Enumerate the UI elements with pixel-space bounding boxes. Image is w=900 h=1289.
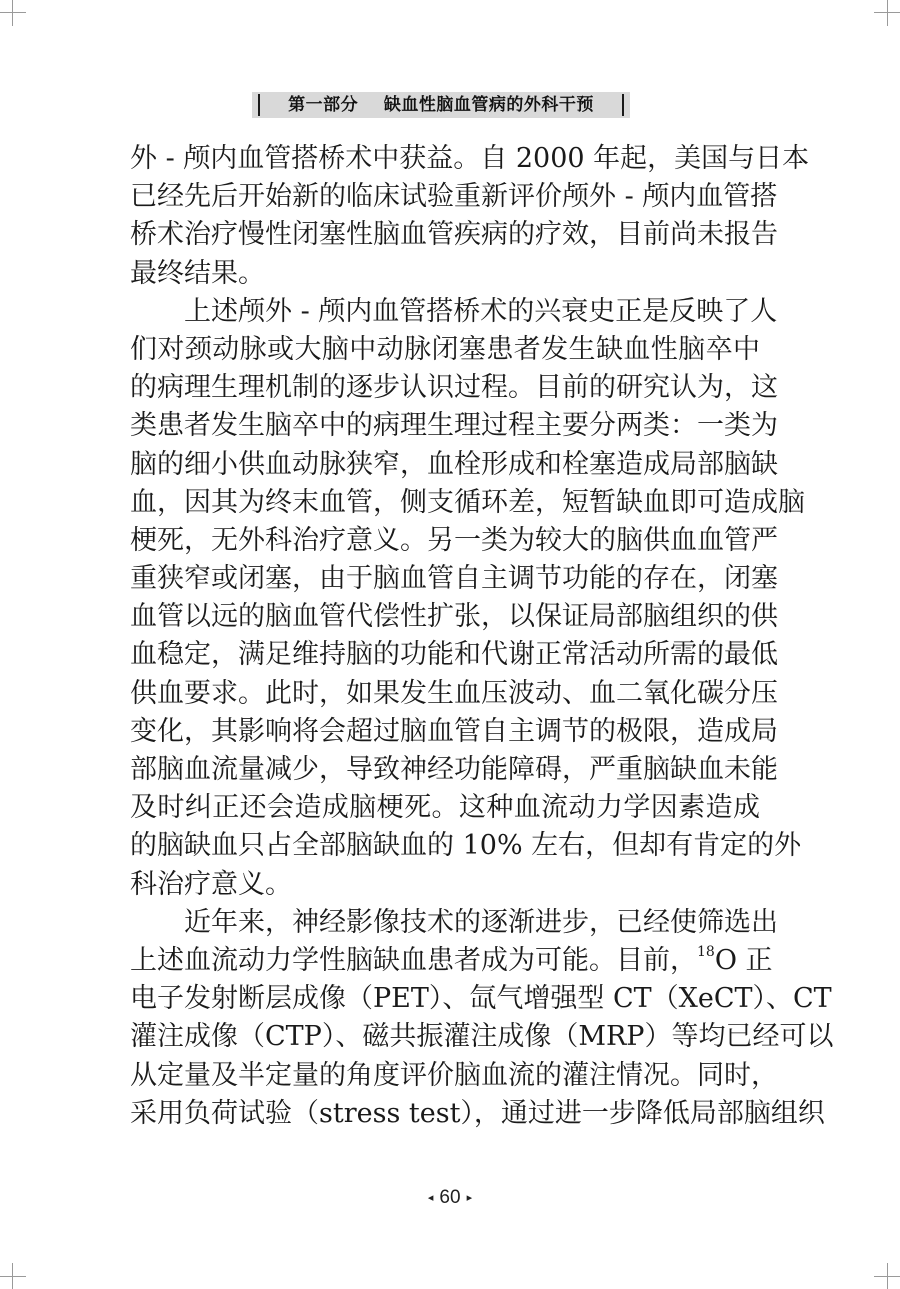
crop-mark-bottom-left-v xyxy=(12,1263,13,1289)
text-line: 血管以远的脑血管代偿性扩张，以保证局部脑组织的供 xyxy=(130,601,778,633)
page-footer xyxy=(0,1184,900,1212)
text-line: 脑的细小供血动脉狭窄，血栓形成和栓塞造成局部脑缺 xyxy=(130,448,778,480)
text-line: 供血要求。此时，如果发生血压波动、血二氧化碳分压 xyxy=(130,677,778,709)
text-line: 已经先后开始新的临床试验重新评价颅外 - 颅内血管搭 xyxy=(130,181,778,213)
running-header xyxy=(252,92,630,118)
left-arrow-icon: ◂ xyxy=(427,1192,434,1204)
crop-mark-bottom-left-h xyxy=(0,1276,26,1277)
header-title: 第一部分 缺血性脑血管病的外科干预 xyxy=(288,95,594,115)
text-line: 变化，其影响将会超过脑血管自主调节的极限，造成局 xyxy=(130,715,778,747)
text-line: 及时纠正还会造成脑梗死。这种血流动力学因素造成 xyxy=(130,792,760,824)
crop-mark-top-right-v xyxy=(887,0,888,26)
text-line: 外 - 颅内血管搭桥术中获益。自 2000 年起，美国与日本 xyxy=(130,143,810,174)
text-line: 重狭窄或闭塞，由于脑血管自主调节功能的存在，闭塞 xyxy=(130,563,778,595)
text-line: 的病理生理机制的逐步认识过程。目前的研究认为，这 xyxy=(130,372,778,404)
text-line: 血，因其为终末血管，侧支循环差，短暂缺血即可造成脑 xyxy=(130,486,805,518)
text-line: 的脑缺血只占全部脑缺血的 10% 左右，但却有肯定的外 xyxy=(130,830,802,862)
text-line: 近年来，神经影像技术的逐渐进步，已经使筛选出 xyxy=(184,906,778,938)
superscript: 18 xyxy=(697,943,715,960)
text-line: 从定量及半定量的角度评价脑血流的灌注情况。同时， xyxy=(130,1059,778,1091)
text-line-with-superscript xyxy=(130,942,773,980)
text-line: 上述颅外 - 颅内血管搭桥术的兴衰史正是反映了人 xyxy=(184,295,778,327)
text-line: 最终结果。 xyxy=(130,257,265,289)
text-line: 梗死，无外科治疗意义。另一类为较大的脑供血血管严 xyxy=(130,524,778,556)
text-segment: O 正 xyxy=(714,944,773,976)
crop-mark-top-left-v xyxy=(12,0,13,26)
text-line: 部脑血流量减少，导致神经功能障碍，严重脑缺血未能 xyxy=(130,754,778,785)
text-line: 桥术治疗慢性闭塞性脑血管疾病的疗效，目前尚未报告 xyxy=(130,219,778,251)
text-line: 们对颈动脉或大脑中动脉闭塞患者发生缺血性脑卒中 xyxy=(130,333,760,365)
text-line: 科治疗意义。 xyxy=(130,868,292,900)
text-line: 血稳定，满足维持脑的功能和代谢正常活动所需的最低 xyxy=(130,639,778,671)
text-line: 灌注成像（CTP）、磁共振灌注成像（MRP）等均已经可以 xyxy=(130,1021,834,1053)
header-right-rule xyxy=(622,94,624,116)
crop-mark-bottom-right-v xyxy=(887,1263,888,1289)
page-number: 60 xyxy=(439,1187,461,1209)
crop-mark-top-left-h xyxy=(0,12,26,13)
text-line: 类患者发生脑卒中的病理生理过程主要分两类：一类为 xyxy=(130,410,778,442)
text-line: 采用负荷试验（stress test），通过进一步降低局部脑组织 xyxy=(130,1097,825,1129)
text-segment: 上述血流动力学性脑缺血患者成为可能。目前， xyxy=(130,944,697,976)
text-line: 电子发射断层成像（PET）、氙气增强型 CT（XeCT）、CT xyxy=(130,983,832,1015)
body-text xyxy=(130,140,834,1133)
right-arrow-icon: ▸ xyxy=(466,1192,473,1204)
